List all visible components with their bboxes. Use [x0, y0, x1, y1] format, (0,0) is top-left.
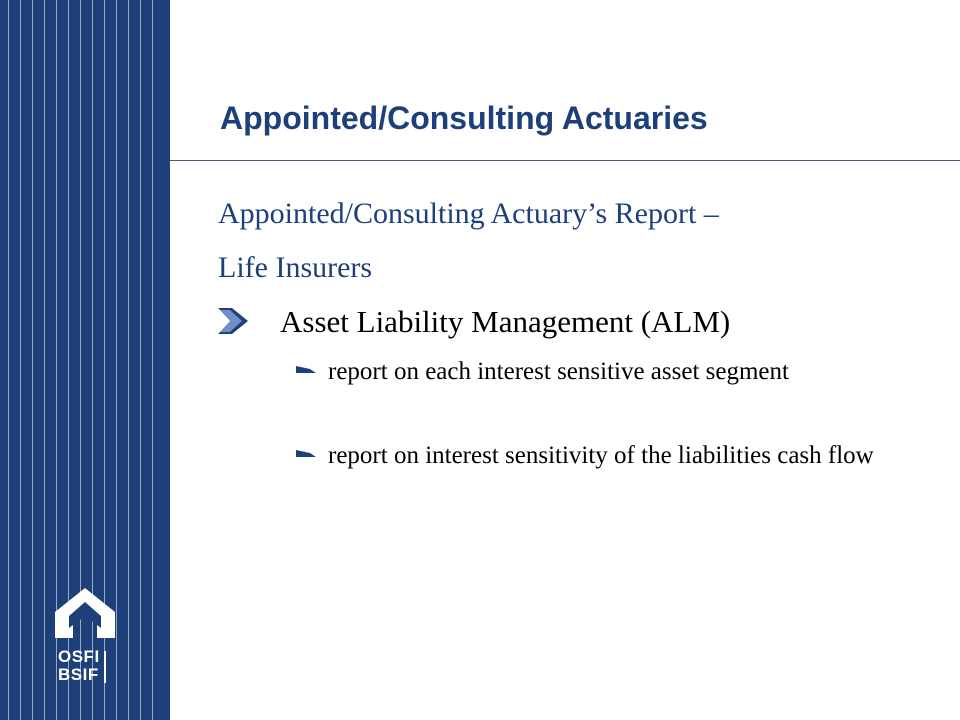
slide-title: Appointed/Consulting Actuaries — [220, 100, 708, 136]
subtitle-line-2: Life Insurers — [218, 251, 373, 284]
sidebar-stripe — [128, 0, 129, 720]
chevron-bullet-icon — [218, 308, 250, 334]
sidebar-stripe — [44, 0, 45, 720]
subtitle-line-1: Appointed/Consulting Actuary’s Report – — [218, 197, 719, 230]
dash-bullet-icon — [296, 366, 318, 376]
osfi-logo-icon — [53, 586, 117, 642]
sidebar-stripe — [20, 0, 21, 720]
logo-text-en: OSFI — [58, 647, 100, 666]
dash-bullet-icon — [296, 450, 318, 460]
sidebar-stripe — [140, 0, 141, 720]
logo-divider — [104, 651, 106, 683]
sidebar-stripe — [32, 0, 33, 720]
title-rule — [170, 160, 960, 161]
logo-text-fr: BSIF — [58, 665, 99, 684]
sub-bullet-item — [296, 440, 896, 472]
sub-bullet-text: report on interest sensitivity of the liabilities cash flow — [328, 442, 874, 469]
bullet-text: Asset Liability Management (ALM) — [280, 304, 731, 339]
sidebar — [0, 0, 170, 720]
sub-bullet-item — [296, 356, 896, 388]
sidebar-stripe — [8, 0, 9, 720]
sub-bullet-text: report on each interest sensitive asset segment — [328, 358, 789, 385]
sidebar-stripe — [152, 0, 153, 720]
